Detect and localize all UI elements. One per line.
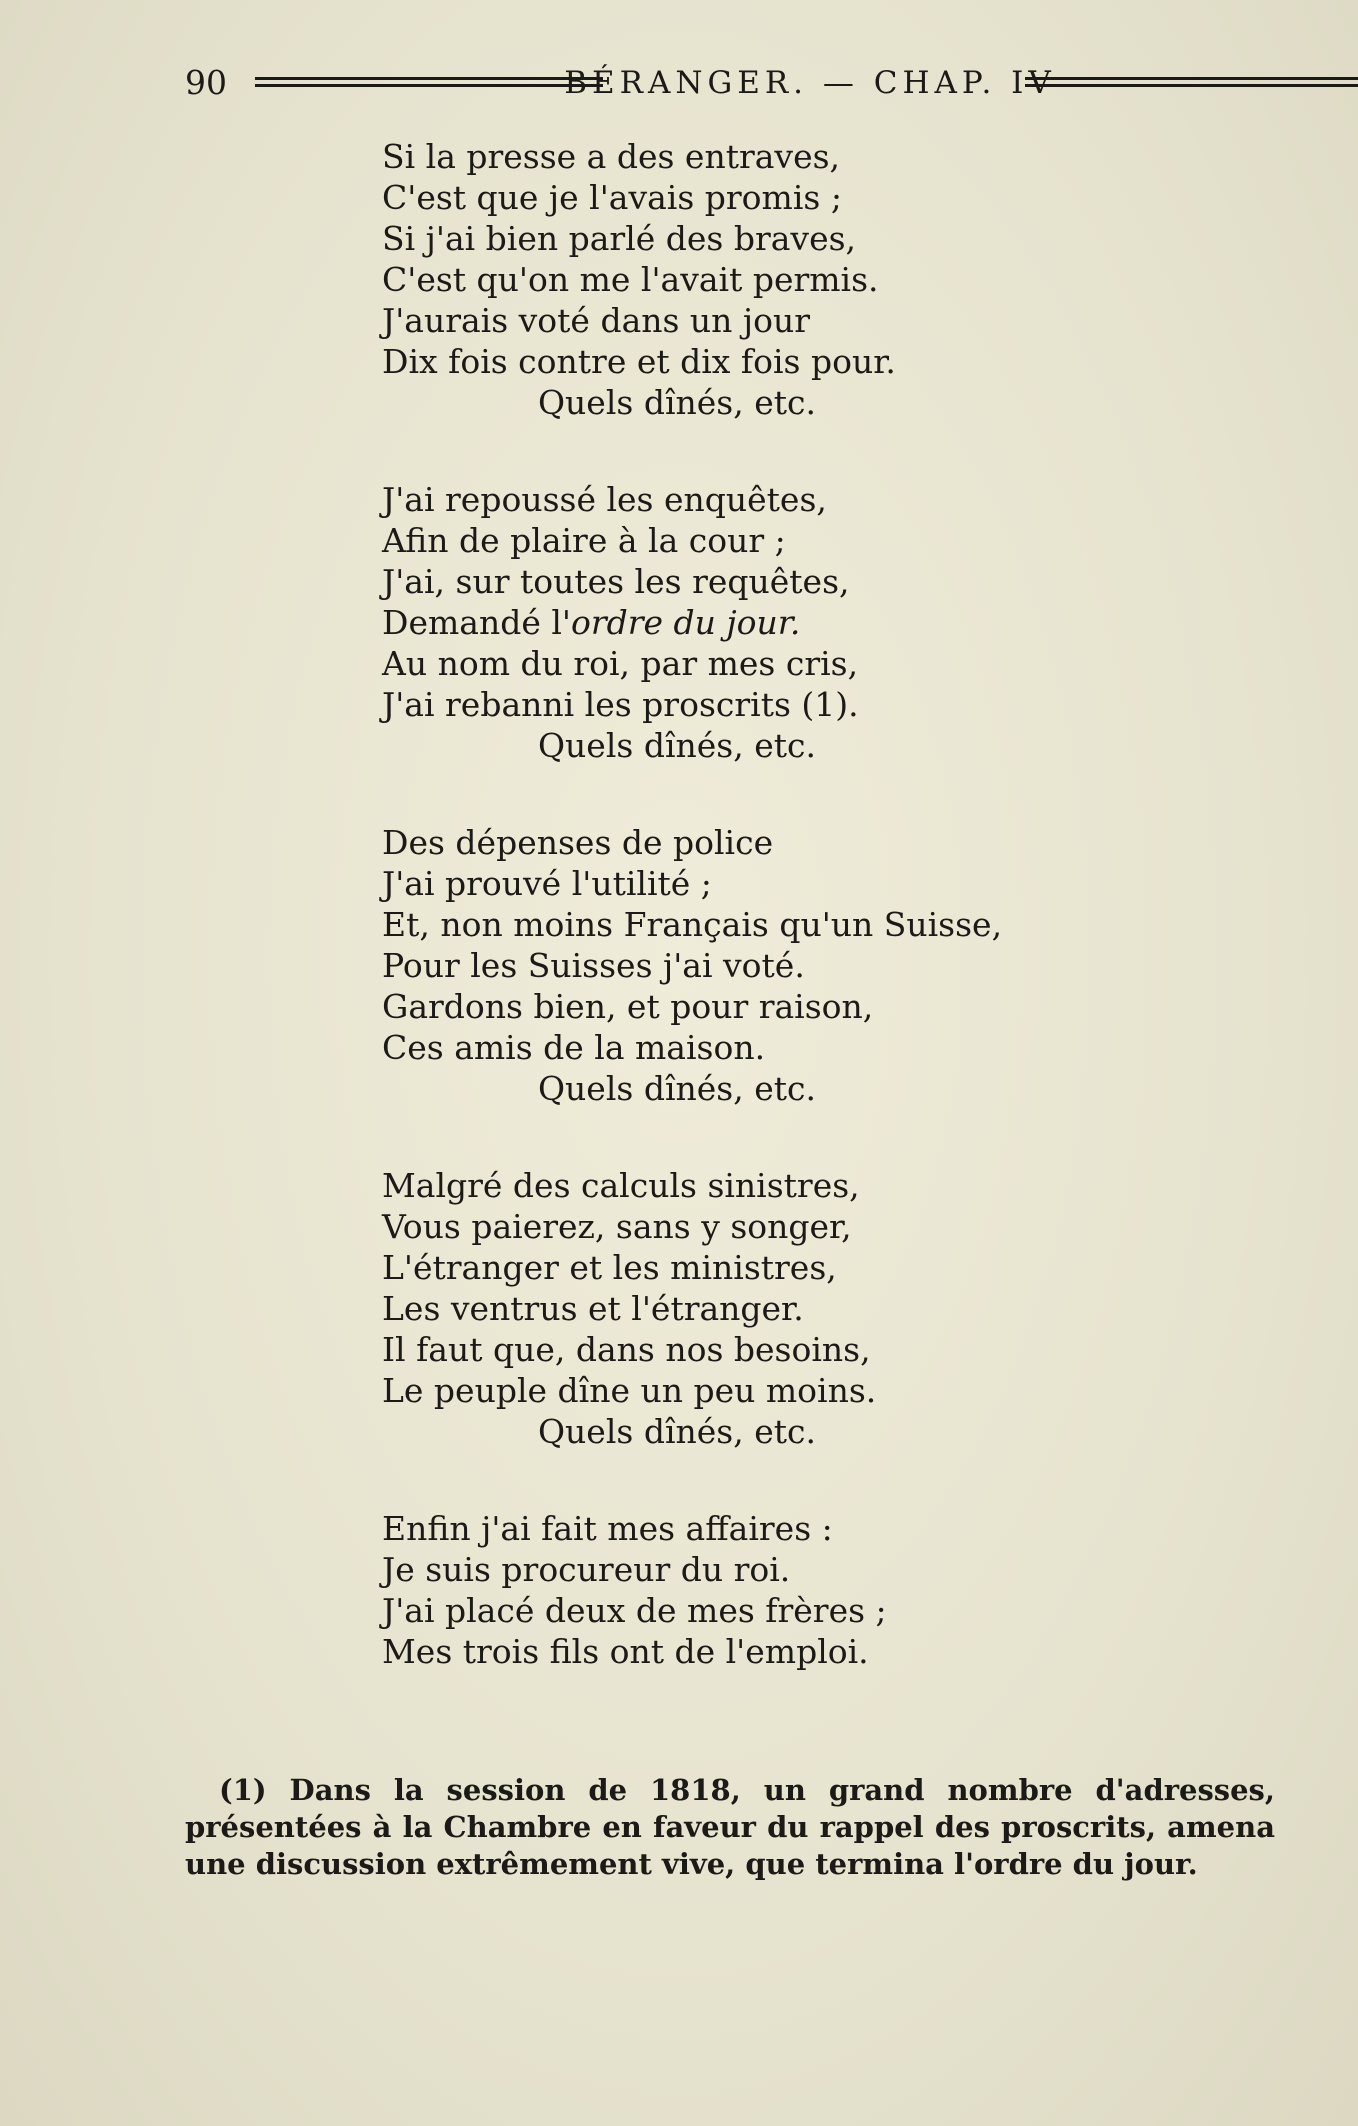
verse-line: Dix fois contre et dix fois pour. <box>382 342 896 381</box>
verse-line: Et, non moins Français qu'un Suisse, <box>382 905 1003 944</box>
running-title: BÉRANGER. — CHAP. IV <box>564 65 1056 101</box>
stanza-2 <box>382 479 1142 766</box>
verse-line: Au nom du roi, par mes cris, <box>382 644 859 683</box>
verse-line: Le peuple dîne un peu moins. <box>382 1371 877 1410</box>
verse-line: Des dépenses de police <box>382 823 774 862</box>
verse-line: J'aurais voté dans un jour <box>382 301 811 340</box>
stanza-3 <box>382 822 1142 1109</box>
verse-line: L'étranger et les ministres, <box>382 1248 837 1287</box>
refrain-line: Quels dînés, etc. <box>538 1069 816 1108</box>
verse-line: C'est que je l'avais promis ; <box>382 178 842 217</box>
verse-line: J'ai prouvé l'utilité ; <box>382 864 712 903</box>
verse-line: J'ai, sur toutes les requêtes, <box>382 562 850 601</box>
verse-line: Afin de plaire à la cour ; <box>382 521 786 560</box>
verse-line: J'ai rebanni les proscrits (1). <box>382 685 859 724</box>
footnote: (1) Dans la session de 1818, un grand nombre d'adresses, présentées à la Chambre en faveur du rappel des proscrits, amena une discussion extrêmement vive, que termina l'ordre du jour. <box>185 1773 1275 1881</box>
stanza-5 <box>382 1508 1142 1672</box>
verse-line: Je suis procureur du roi. <box>382 1550 791 1589</box>
poem <box>382 136 1142 1728</box>
verse-line: Malgré des calculs sinistres, <box>382 1166 860 1205</box>
refrain-line: Quels dînés, etc. <box>538 1412 816 1451</box>
stanza-4 <box>382 1165 1142 1452</box>
verse-line-start: Demandé l' <box>382 603 571 642</box>
verse-line: Gardons bien, et pour raison, <box>382 987 874 1026</box>
verse-line: Il faut que, dans nos besoins, <box>382 1330 871 1369</box>
verse-line <box>382 602 1142 643</box>
verse-line: J'ai placé deux de mes frères ; <box>382 1591 887 1630</box>
verse-line: Si la presse a des entraves, <box>382 137 841 176</box>
verse-line: Enfin j'ai fait mes affaires : <box>382 1509 833 1548</box>
italic-phrase: ordre du jour. <box>570 603 801 642</box>
header-rule-right <box>1025 77 1358 87</box>
refrain-line: Quels dînés, etc. <box>538 383 816 422</box>
verse-line: Mes trois fils ont de l'emploi. <box>382 1632 869 1671</box>
verse-line: Si j'ai bien parlé des braves, <box>382 219 857 258</box>
verse-line: Vous paierez, sans y songer, <box>382 1207 852 1246</box>
page-header <box>185 58 1265 108</box>
verse-line: C'est qu'on me l'avait permis. <box>382 260 879 299</box>
stanza-1 <box>382 136 1142 423</box>
verse-line: Ces amis de la maison. <box>382 1028 766 1067</box>
verse-line: J'ai repoussé les enquêtes, <box>382 480 827 519</box>
refrain-line: Quels dînés, etc. <box>538 726 816 765</box>
verse-line: Pour les Suisses j'ai voté. <box>382 946 805 985</box>
page-number: 90 <box>185 63 227 102</box>
verse-line: Les ventrus et l'étranger. <box>382 1289 804 1328</box>
